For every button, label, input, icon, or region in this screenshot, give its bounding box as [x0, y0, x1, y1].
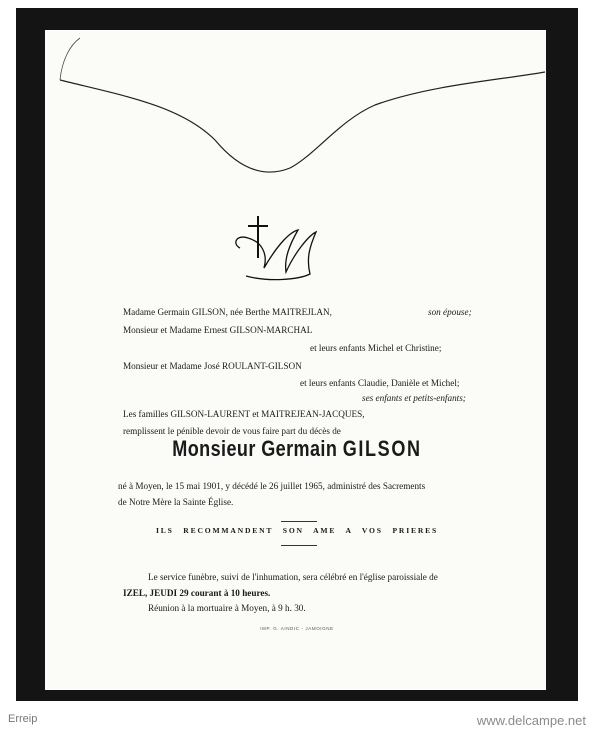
prayer-request: ILS RECOMMANDENT SON AME A VOS PRIERES — [155, 526, 439, 535]
daughter-couple-line: Monsieur et Madame José ROULANT-GILSON — [123, 361, 302, 371]
spouse-role: son épouse; — [428, 307, 472, 317]
son-children-line: et leurs enfants Michel et Christine; — [310, 343, 442, 353]
sacraments-line: de Notre Mère la Sainte Église. — [118, 497, 234, 507]
birth-death-line: né à Moyen, le 15 mai 1901, y décédé le 26 juillet 1965, administré des Sacrements — [118, 481, 426, 491]
spouse-line: Madame Germain GILSON, née Berthe MAITREJLAN, — [123, 307, 332, 317]
card-paper — [45, 30, 546, 690]
deceased-surname: GILSON — [342, 436, 422, 461]
meeting-line: Réunion à la mortuaire à Moyen, à 9 h. 30. — [148, 603, 306, 613]
deceased-name — [53, 436, 540, 462]
announcement-line: remplissent le pénible devoir de vous faire part du décès de — [123, 426, 341, 436]
relation-line: ses enfants et petits-enfants; — [362, 393, 466, 403]
divider-top — [281, 521, 317, 522]
printer-credit: IMP. G. AINDIC - JAMOIGNE — [260, 626, 334, 631]
daughter-children-line: et leurs enfants Claudie, Danièle et Michel; — [300, 378, 460, 388]
service-date-line: IZEL, JEUDI 29 courant à 10 heures. — [123, 588, 271, 598]
cross-monogram-icon — [228, 214, 328, 284]
son-couple-line: Monsieur et Madame Ernest GILSON-MARCHAL — [123, 325, 313, 335]
families-line: Les familles GILSON-LAURENT et MAITREJEAN-JACQUES, — [123, 409, 365, 419]
deceased-first-name: Monsieur Germain — [172, 436, 338, 461]
divider-bottom — [281, 545, 317, 546]
service-line: Le service funèbre, suivi de l'inhumation, sera célébré en l'église paroissiale de — [148, 572, 438, 582]
site-watermark: www.delcampe.net — [476, 713, 586, 728]
seller-name: Erreip — [8, 713, 38, 725]
